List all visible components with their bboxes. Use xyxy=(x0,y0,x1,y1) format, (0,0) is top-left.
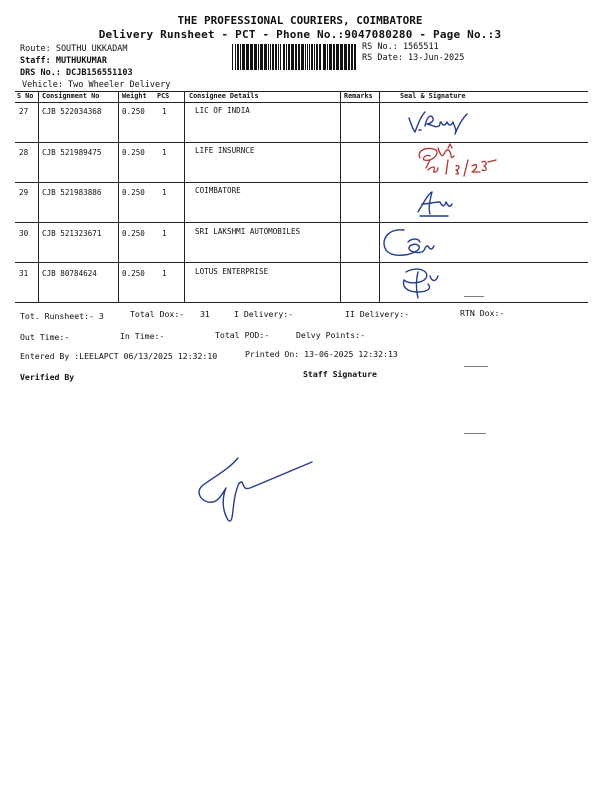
column-divider xyxy=(118,91,119,302)
cell-sno: 30 xyxy=(19,229,29,238)
entered-by: Entered By :LEELAPCT 06/13/2025 12:32:10 xyxy=(20,351,218,361)
cell-consignment: CJB 522034368 xyxy=(42,107,102,116)
table-top-border xyxy=(15,91,588,92)
cell-consignee: SRI LAKSHMI AUTOMOBILES xyxy=(195,227,301,236)
column-divider xyxy=(340,91,341,302)
scan-mark xyxy=(464,433,486,434)
total-dox-label: Total Dox:- xyxy=(130,309,185,319)
signature-row-29 xyxy=(414,186,474,220)
scan-mark xyxy=(464,296,484,297)
rs-number: RS No.: 1565511 xyxy=(362,42,439,52)
total-dox-value: 31 xyxy=(200,309,210,319)
rs-date: RS Date: 13-Jun-2025 xyxy=(362,53,465,63)
col-header-sno: S No xyxy=(17,92,34,100)
staff-signature-label: Staff Signature xyxy=(303,369,377,379)
col-header-pcs: PCS xyxy=(157,92,170,100)
cell-weight: 0.250 xyxy=(122,148,145,157)
total-pod: Total POD:- xyxy=(215,330,270,340)
cell-consignee: LIC OF INDIA xyxy=(195,106,250,115)
col-header-remarks: Remarks xyxy=(344,92,373,100)
col-header-consignment: Consignment No xyxy=(42,92,100,100)
col-header-seal-signature: Seal & Signature xyxy=(400,92,466,100)
cell-consignment: CJB 80784624 xyxy=(42,269,97,278)
row-divider xyxy=(15,222,588,223)
cell-sno: 31 xyxy=(19,269,29,278)
company-name: THE PROFESSIONAL COURIERS, COIMBATORE xyxy=(177,14,423,27)
table-bottom-border xyxy=(15,302,588,303)
cell-weight: 0.250 xyxy=(122,107,145,116)
cell-weight: 0.250 xyxy=(122,269,145,278)
cell-consignment: CJB 521989475 xyxy=(42,148,102,157)
cell-pcs: 1 xyxy=(162,229,167,238)
cell-sno: 27 xyxy=(19,107,29,116)
signature-row-28 xyxy=(412,140,502,184)
cell-pcs: 1 xyxy=(162,188,167,197)
cell-consignment: CJB 521323671 xyxy=(42,229,102,238)
cell-weight: 0.250 xyxy=(122,188,145,197)
scan-mark xyxy=(464,366,488,367)
col-header-consignee: Consignee Details xyxy=(189,92,259,100)
column-divider xyxy=(379,91,380,302)
drs-number: DRS No.: DCJB156551103 xyxy=(20,68,133,78)
staff-signature xyxy=(192,448,322,528)
verified-by: Verified By xyxy=(20,372,75,382)
in-time: In Time:- xyxy=(120,331,165,341)
cell-consignee: LOTUS ENTERPRISE xyxy=(195,267,269,276)
cell-weight: 0.250 xyxy=(122,229,145,238)
ii-delivery: II Delivery:- xyxy=(345,309,410,319)
row-divider xyxy=(15,142,588,143)
table-header-border xyxy=(15,102,588,103)
row-divider xyxy=(15,262,588,263)
tot-runsheet: Tot. Runsheet:- 3 xyxy=(20,311,104,321)
barcode-icon xyxy=(232,44,356,70)
cell-consignee: LIFE INSURNCE xyxy=(195,146,255,155)
vehicle-label: Vehicle: Two Wheeler Delivery xyxy=(22,80,171,90)
col-header-weight: Weight xyxy=(122,92,147,100)
column-divider xyxy=(38,91,39,302)
row-divider xyxy=(15,182,588,183)
route-label: Route: SOUTHU UKKADAM xyxy=(20,44,128,54)
cell-sno: 28 xyxy=(19,148,29,157)
cell-pcs: 1 xyxy=(162,148,167,157)
signature-row-31 xyxy=(396,262,456,302)
cell-consignee: COIMBATORE xyxy=(195,186,241,195)
signature-row-27 xyxy=(405,104,475,138)
cell-pcs: 1 xyxy=(162,107,167,116)
column-divider xyxy=(184,91,185,302)
cell-sno: 29 xyxy=(19,188,29,197)
signature-row-30 xyxy=(378,222,448,262)
i-delivery: I Delivery:- xyxy=(234,309,294,319)
staff-label: Staff: MUTHUKUMAR xyxy=(20,56,107,66)
cell-consignment: CJB 521983886 xyxy=(42,188,102,197)
rtn-dox: RTN Dox:- xyxy=(460,308,505,318)
printed-on: Printed On: 13-06-2025 12:32:13 xyxy=(245,349,398,359)
sheet-title: Delivery Runsheet - PCT - Phone No.:9047080280 - Page No.:3 xyxy=(98,28,502,41)
out-time: Out Time:- xyxy=(20,332,70,342)
delvy-points: Delvy Points:- xyxy=(296,330,366,340)
cell-pcs: 1 xyxy=(162,269,167,278)
